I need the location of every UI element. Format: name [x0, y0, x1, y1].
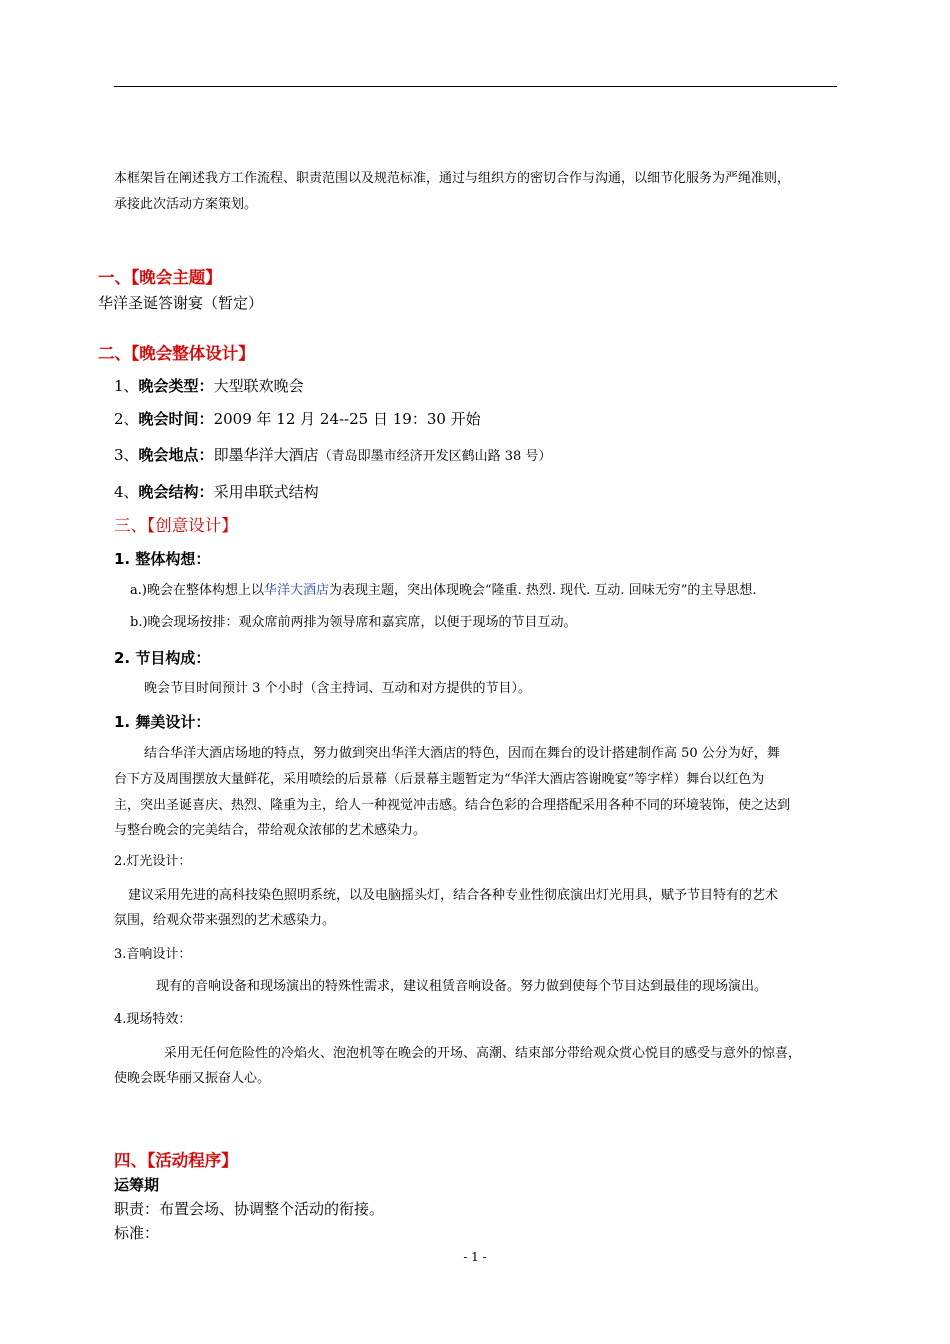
stage-line: 与整台晚会的完美结合，带给观众浓郁的艺术感染力。 [114, 823, 427, 838]
concept-point-a [130, 578, 756, 604]
intro-line: 承接此次活动方案策划。 [114, 197, 258, 212]
venue-address: （青岛即墨市经济开发区鹤山路 38 号） [318, 449, 552, 464]
program-text: 晚会节目时间预计 3 个小时（含主持词、互动和对方提供的节目）。 [144, 681, 532, 696]
subsection-title-concept: 1. 整体构想： [114, 550, 211, 568]
design-item-time [114, 408, 481, 430]
item-label: 晚会地点： [138, 446, 214, 464]
design-item-venue [114, 444, 551, 468]
design-item-structure [114, 481, 319, 503]
subsection-title-program: 2. 节目构成： [114, 649, 211, 667]
item-value: 2009 年 12 月 24--25 日 19：30 开始 [213, 410, 481, 428]
section-title-creative-design: 三、【创意设计】 [114, 516, 238, 535]
page-number: - 1 - [463, 1250, 487, 1264]
concept-a-pre: a.)晚会在整体构想上以 [130, 583, 264, 598]
design-item-type [114, 375, 304, 397]
item-number: 2、 [114, 410, 139, 428]
item-value: 采用串联式结构 [213, 483, 319, 501]
section-title-overall-design: 二、【晚会整体设计】 [98, 344, 255, 363]
item-label: 晚会时间： [138, 410, 214, 428]
item-number: 3、 [114, 446, 139, 464]
lighting-line: 建议采用先进的高科技染色照明系统，以及电脑摇头灯，结合各种专业性彻底演出灯光用具，赋予节目特有的艺术 [128, 888, 779, 903]
intro-paragraph [114, 166, 840, 218]
subsection-title-effects: 4.现场特效： [114, 1012, 192, 1027]
standard-text: 标准： [114, 1224, 160, 1242]
item-number: 4、 [114, 483, 139, 501]
effects-line: 采用无任何危险性的冷焰火、泡泡机等在晚会的开场、高潮、结束部分带给观众赏心悦目的感受与意外的惊喜， [164, 1046, 802, 1061]
section-title-theme: 一、【晚会主题】 [98, 268, 222, 287]
item-value: 即墨华洋大酒店 [213, 446, 319, 464]
item-value: 大型联欢晚会 [213, 377, 304, 395]
duty-text: 职责：布置会场、协调整个活动的衔接。 [114, 1200, 385, 1218]
item-label: 晚会类型： [138, 377, 214, 395]
subsection-title-stage: 1. 舞美设计： [114, 713, 211, 731]
stage-line: 结合华洋大酒店场地的特点，努力做到突出华洋大酒店的特色，因而在舞台的设计搭建制作高 50 公分为好，舞 [144, 746, 780, 761]
theme-text: 华洋圣诞答谢宴（暂定） [98, 294, 264, 312]
sound-text: 现有的音响设备和现场演出的特殊性需求，建议租赁音响设备。努力做到使每个节目达到最佳的现场演出。 [156, 979, 768, 994]
item-number: 1、 [114, 377, 139, 395]
concept-point-b: b.)晚会现场按排：观众席前两排为领导席和嘉宾席，以便于现场的节目互动。 [130, 615, 577, 630]
subsection-title-lighting: 2.灯光设计： [114, 854, 192, 869]
phase-title: 运筹期 [114, 1176, 160, 1194]
item-label: 晚会结构： [138, 483, 214, 501]
hotel-link[interactable]: 华洋大酒店 [263, 583, 329, 598]
lighting-line: 氛围，给观众带来强烈的艺术感染力。 [114, 913, 336, 928]
header-rule [114, 86, 837, 87]
stage-line: 主，突出圣诞喜庆、热烈、隆重为主，给人一种视觉冲击感。结合色彩的合理搭配采用各种不同的环境装饰，使之达到 [114, 798, 791, 813]
concept-a-post: 为表现主题，突出体现晚会“隆重. 热烈. 现代. 互动. 回味无穷”的主导思想. [328, 583, 757, 598]
effects-line: 使晚会既华丽又振奋人心。 [114, 1071, 271, 1086]
intro-line: 本框架旨在阐述我方工作流程、职责范围以及规范标准，通过与组织方的密切合作与沟通，以细节化服务为严绳准则， [114, 171, 791, 186]
section-title-program-flow: 四、【活动程序】 [114, 1151, 238, 1170]
subsection-title-sound: 3.音响设计： [114, 947, 192, 962]
stage-line: 台下方及周围摆放大量鲜花，采用喷绘的后景幕（后景幕主题暂定为“华洋大酒店答谢晚宴”等字样）舞台以红色为 [114, 772, 765, 787]
